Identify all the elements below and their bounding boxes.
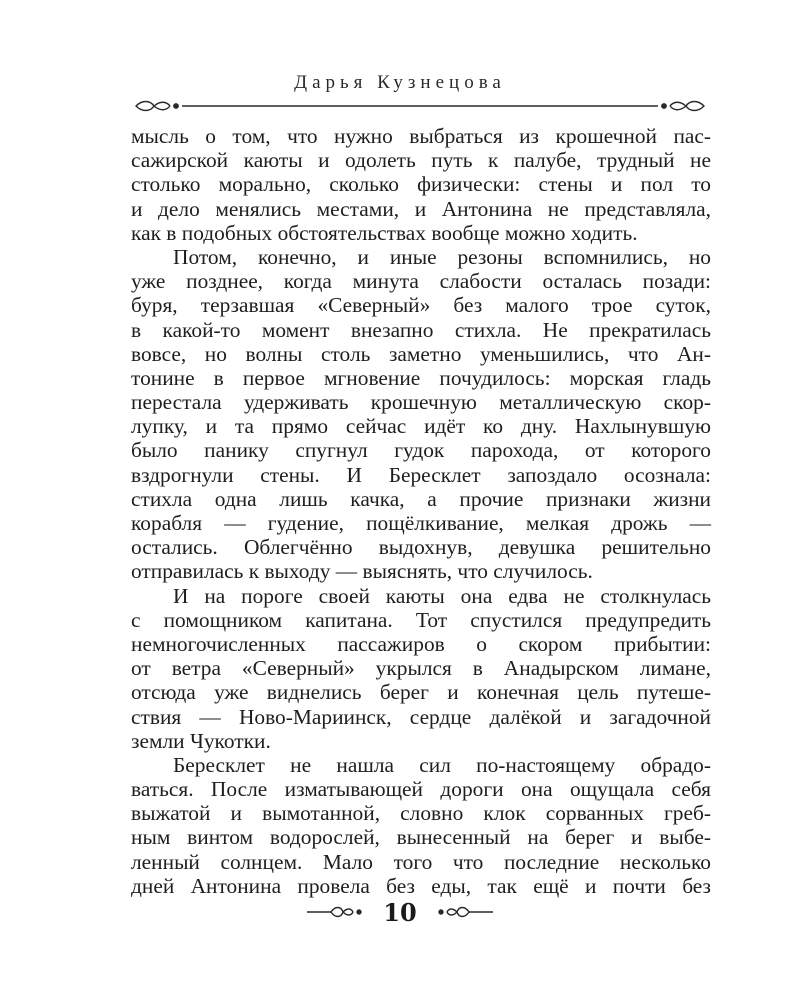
- text-line: мысль о том, что нужно выбраться из крошечной пас-: [131, 124, 711, 148]
- text-line: Бересклет не нашла сил по-настоящему обрадо-: [173, 752, 711, 777]
- main-text: [131, 124, 711, 898]
- text-line: отсюда уже виднелись берег и конечная цель путеше-: [131, 680, 711, 705]
- text-line: отправилась к выходу — выяснять, что случилось.: [131, 559, 593, 584]
- page-number: 10: [383, 897, 417, 927]
- text-line: сажирской каюты и одолеть путь к палубе, трудный не: [131, 148, 711, 173]
- paragraph: [131, 753, 711, 898]
- text-line: как в подобных обстоятельствах вообще можно ходить.: [131, 220, 638, 245]
- text-line: вовсе, но волны столь заметно уменьшились, что Ан-: [131, 341, 711, 366]
- text-line: было панику спугнул гудок парохода, от которого: [131, 438, 711, 463]
- text-line: буря, терзавшая «Северный» без малого трое суток,: [131, 293, 711, 318]
- text-line: от ветра «Северный» укрылся в Анадырском лимане,: [131, 656, 711, 681]
- text-line: лупку, и та прямо сейчас идёт ко дну. Нахлынувшую: [131, 414, 711, 439]
- paragraph: [131, 124, 711, 245]
- text-line: ным винтом водорослей, вынесенный на берег и выбе-: [131, 825, 711, 850]
- text-line: земли Чукотки.: [131, 728, 271, 753]
- text-line: остались. Облегчённо выдохнув, девушка решительно: [131, 535, 711, 560]
- text-line: и дело менялись местами, и Антонина не представляла,: [131, 196, 711, 221]
- text-line: с помощником капитана. Тот спустился предупредить: [131, 607, 711, 632]
- text-line: корабля — гудение, пощёлкивание, мелкая дрожь —: [131, 511, 711, 535]
- text-line: перестала удерживать крошечную металлическую скор-: [131, 390, 711, 415]
- text-line: ленный солнцем. Мало того что последние несколько: [131, 849, 711, 874]
- paragraph: [131, 584, 711, 753]
- text-line: ствия — Ново-Мариинск, сердце далёкой и загадочной: [131, 704, 711, 729]
- text-line: ваться. После изматывающей дороги она ощущала себя: [131, 777, 711, 802]
- paragraph: [131, 245, 711, 584]
- text-line: немногочисленных пассажиров о скором прибытии:: [131, 631, 711, 656]
- text-line: тонине в первое мгновение почудилось: морская гладь: [131, 365, 711, 390]
- left-flourish-icon: [305, 903, 367, 921]
- text-line: дней Антонина провела без еды, так ещё и почти без: [131, 873, 711, 898]
- text-line: в какой-то момент внезапно стихла. Не прекратилась: [131, 317, 711, 342]
- text-line: выжатой и вымотанной, словно клок сорванных греб-: [131, 801, 711, 826]
- header-ornament-rule: [130, 96, 710, 116]
- text-line: Потом, конечно, и иные резоны вспомнились, но: [173, 244, 711, 269]
- text-line: столько морально, сколько физически: стены и пол то: [131, 172, 711, 197]
- text-line: стихла одна лишь качка, а прочие признаки жизни: [131, 486, 711, 511]
- right-flourish-icon: [433, 903, 495, 921]
- running-head-author: Дарья Кузнецова: [294, 72, 506, 93]
- page-footer: [0, 897, 800, 927]
- text-line: И на пороге своей каюты она едва не столкнулась: [173, 583, 711, 608]
- text-line: уже позднее, когда минута слабости осталась позади:: [131, 269, 711, 294]
- text-line: вздрогнули стены. И Бересклет запоздало осознала:: [131, 462, 711, 487]
